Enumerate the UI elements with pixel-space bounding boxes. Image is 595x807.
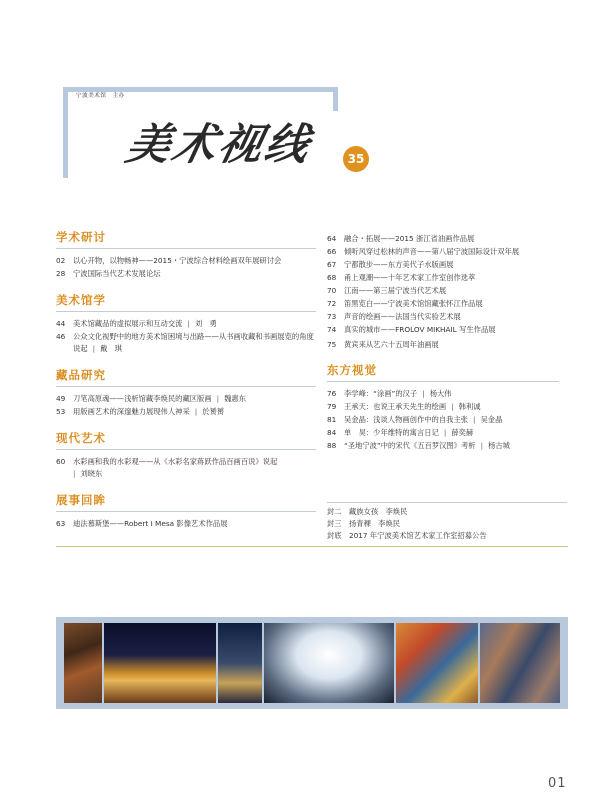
toc-entry[interactable]: 44 美术馆藏品的虚拟展示和互动交流 | 刘 勇 bbox=[56, 319, 217, 328]
entry-author: 薛奕赫 bbox=[451, 428, 474, 437]
toc-section bbox=[56, 493, 316, 530]
cover-credit-row bbox=[327, 530, 567, 542]
section-heading: 东方视觉 bbox=[327, 363, 559, 382]
entry-title: 王承天：也说王承天先生的绘画 bbox=[344, 402, 447, 411]
section-heading: 展事回眸 bbox=[56, 493, 316, 512]
entry-title: 刀笔高原魂——浅析馆藏李焕民的藏区版画 bbox=[73, 394, 212, 403]
entry-author: 杨大伟 bbox=[429, 389, 452, 398]
page-number: 88 bbox=[327, 441, 337, 450]
toc-entry[interactable] bbox=[327, 272, 559, 284]
toc-entry[interactable] bbox=[327, 285, 559, 297]
entry-title: 声音的绘画——法国当代实验艺术展 bbox=[344, 312, 461, 321]
page-number: 74 bbox=[327, 325, 337, 334]
entry-title: 黄宾来从艺六十五周年油画展 bbox=[344, 340, 439, 349]
toc-section bbox=[327, 363, 559, 452]
cover-text: 藏族女孩 李焕民 bbox=[349, 507, 408, 516]
magazine-title: 美术视线 bbox=[121, 120, 317, 170]
toc-entry[interactable] bbox=[56, 255, 316, 267]
entry-title: 美术馆藏品的虚拟展示和互动交流 bbox=[73, 319, 183, 328]
toc-entry[interactable]: 46 公众文化视野中的地方美术馆困境与出路——从书画收藏和书画展览的角度说起 | 戴 琪 bbox=[56, 332, 314, 353]
cover-credit-row bbox=[327, 518, 567, 530]
entry-author: 戴 琪 bbox=[100, 344, 122, 353]
painting-photo bbox=[396, 623, 478, 703]
entry-title: 宁都散步——东方美代子水版画展 bbox=[344, 260, 454, 269]
entry-title: 用版画艺术的深邃魅力展现伟人神采 bbox=[73, 407, 190, 416]
entry-author: 刘 勇 bbox=[194, 319, 217, 328]
cover-credits bbox=[327, 502, 567, 542]
cover-key: 封二 bbox=[327, 507, 342, 516]
toc-entry[interactable]: 84 单 昊：少年维特的寓言日记 | 薛奕赫 bbox=[327, 428, 474, 437]
entry-author: 杨古城 bbox=[488, 441, 510, 450]
page-number: 28 bbox=[56, 269, 66, 278]
page-number: 84 bbox=[327, 428, 337, 437]
page-number: 68 bbox=[327, 273, 337, 282]
abstract-painting-photo bbox=[480, 623, 560, 703]
page-number: 72 bbox=[327, 299, 337, 308]
toc-entry[interactable]: 76 李学峰：“涂画”的汉子 | 杨大伟 bbox=[327, 389, 452, 398]
entry-title: 倾听风穿过松林的声音——第八届宁波国际设计双年展 bbox=[344, 247, 520, 256]
page-number: 49 bbox=[56, 394, 66, 403]
cover-key: 封三 bbox=[327, 519, 342, 528]
toc-entry[interactable] bbox=[327, 339, 559, 351]
entry-title: 吴金晶：浅谈人物画创作中的自我主张 bbox=[344, 415, 469, 424]
toc-right-column bbox=[327, 233, 559, 453]
toc-left-column bbox=[56, 230, 316, 531]
entry-author: 於赟赟 bbox=[202, 407, 225, 416]
toc-section bbox=[56, 293, 316, 355]
page-number: 44 bbox=[56, 319, 66, 328]
page-number: 53 bbox=[56, 407, 66, 416]
entry-author: 韩利诚 bbox=[458, 402, 481, 411]
page-number: 66 bbox=[327, 247, 337, 256]
cover-text: 扬青稞 李焕民 bbox=[349, 519, 401, 528]
toc-entry[interactable]: 49 刀笔高原魂——浅析馆藏李焕民的藏区版画 | 魏惠东 bbox=[56, 394, 246, 403]
toc-entry[interactable] bbox=[327, 298, 559, 310]
photo-strip bbox=[56, 617, 568, 709]
toc-section bbox=[56, 431, 316, 480]
issue-number-badge: 35 bbox=[343, 146, 369, 172]
artwork-photo bbox=[64, 623, 102, 703]
entry-title: 单 昊：少年维特的寓言日记 bbox=[344, 428, 439, 437]
entry-title: 宁波国际当代艺术发展论坛 bbox=[73, 269, 161, 278]
toc-entry[interactable]: 88 “圣地宁波”中的宋代《五百罗汉图》考析 | 杨古城 bbox=[327, 441, 510, 450]
entry-title: 李学峰：“涂画”的汉子 bbox=[344, 389, 418, 398]
entry-title: 以心开物，以物畅神——2015・宁波综合材料绘画双年展研讨会 bbox=[73, 256, 282, 265]
toc-entry[interactable]: 60 水彩画和我的水彩观——从《水彩名家蒋跃作品百画百说》说起 | 刘晓东 bbox=[56, 457, 278, 478]
entry-title: 真实的城市——FROLOV MIKHAIL 写生作品展 bbox=[344, 325, 496, 334]
page-number-footer: 01 bbox=[548, 776, 567, 791]
toc-entry[interactable]: 53 用版画艺术的深邃魅力展现伟人神采 | 於赟赟 bbox=[56, 407, 225, 416]
page-number: 60 bbox=[56, 457, 66, 466]
page-number: 67 bbox=[327, 260, 337, 269]
installation-photo bbox=[264, 623, 394, 703]
section-heading: 现代艺术 bbox=[56, 431, 316, 450]
entry-author: 吴金晶 bbox=[480, 415, 503, 424]
page-number: 76 bbox=[327, 389, 337, 398]
page-number: 64 bbox=[327, 234, 337, 243]
toc-entry[interactable] bbox=[327, 311, 559, 323]
toc-entry[interactable] bbox=[327, 324, 559, 336]
page-number: 63 bbox=[56, 519, 66, 528]
toc-entry[interactable] bbox=[327, 233, 559, 245]
section-heading: 学术研讨 bbox=[56, 230, 316, 249]
toc-section bbox=[56, 368, 316, 418]
page-number: 46 bbox=[56, 332, 66, 341]
page-number: 75 bbox=[327, 340, 337, 349]
entry-title: 公众文化视野中的地方美术馆困境与出路——从书画收藏和书画展览的角度说起 bbox=[73, 332, 314, 353]
cover-key: 封底 bbox=[327, 531, 342, 540]
entry-title: 江南——第三届宁波当代艺术展 bbox=[344, 286, 447, 295]
toc-entry[interactable]: 79 王承天：也说王承天先生的绘画 | 韩利诚 bbox=[327, 402, 481, 411]
toc-entry[interactable] bbox=[327, 259, 559, 271]
street-photo bbox=[218, 623, 262, 703]
page-number: 02 bbox=[56, 256, 66, 265]
toc-entry[interactable] bbox=[327, 246, 559, 258]
entry-title: 笛黑览白——宁波美术馆馆藏张怀江作品展 bbox=[344, 299, 483, 308]
page-number: 73 bbox=[327, 312, 337, 321]
page-number: 70 bbox=[327, 286, 337, 295]
toc-entry[interactable] bbox=[56, 518, 316, 530]
publisher-line: 宁波美术馆 主办 bbox=[76, 93, 125, 99]
toc-section bbox=[56, 230, 316, 280]
cover-credit-row bbox=[327, 506, 567, 518]
page-number: 79 bbox=[327, 402, 337, 411]
exhibition-list bbox=[327, 233, 559, 351]
section-heading: 藏品研究 bbox=[56, 368, 316, 387]
entry-title: 水彩画和我的水彩观——从《水彩名家蒋跃作品百画百说》说起 bbox=[73, 457, 278, 466]
page-divider bbox=[56, 546, 568, 547]
entry-title: 融合・拓展——2015 浙江省油画作品展 bbox=[344, 234, 475, 243]
toc-entry[interactable] bbox=[56, 268, 316, 280]
entry-title: 迪法慕斯堡——Robert I Mesa 影像艺术作品展 bbox=[73, 519, 228, 528]
page-number: 81 bbox=[327, 415, 337, 424]
night-scene-photo bbox=[104, 623, 216, 703]
entry-author: 魏惠东 bbox=[224, 394, 246, 403]
section-heading: 美术馆学 bbox=[56, 293, 316, 312]
cover-text: 2017 年宁波美术馆艺术家工作室招募公告 bbox=[349, 531, 487, 540]
entry-title: 甬上观潮——十年艺术家工作室创作选萃 bbox=[344, 273, 476, 282]
entry-author: 刘晓东 bbox=[80, 469, 103, 478]
toc-entry[interactable]: 81 吴金晶：浅谈人物画创作中的自我主张 | 吴金晶 bbox=[327, 415, 503, 424]
entry-title: “圣地宁波”中的宋代《五百罗汉图》考析 bbox=[344, 441, 476, 450]
